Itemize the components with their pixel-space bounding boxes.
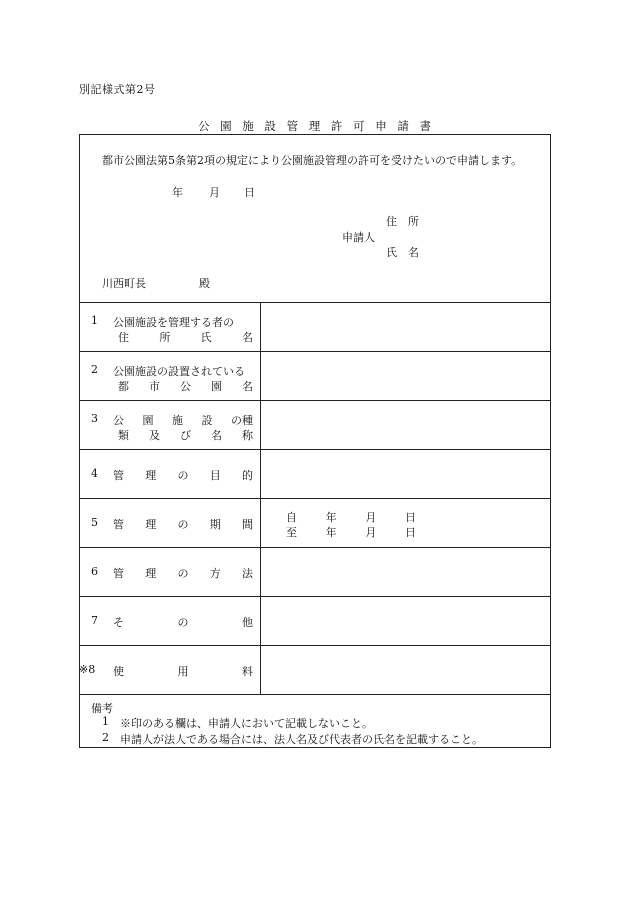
table-top-rule [80, 302, 550, 303]
recipient-title: 川西町長 [102, 277, 146, 290]
name-label: 氏 名 [386, 246, 419, 259]
date-year-label: 年 [172, 186, 183, 199]
row-divider [80, 547, 550, 548]
note-text: 申請人が法人である場合には、法人名及び代表者の氏名を記載すること。 [120, 733, 483, 746]
row-label: 使 用 料 [113, 665, 253, 678]
application-form [79, 134, 551, 748]
date-month-label: 月 [209, 186, 220, 199]
row-divider [80, 400, 550, 401]
row-label-line1: 公園施設の設置されている [113, 365, 245, 378]
row-divider [80, 498, 550, 499]
row-number: 4 [91, 467, 98, 480]
period-to: 至 年 月 日 [286, 526, 416, 539]
row-number: 3 [91, 412, 98, 425]
row-divider [80, 351, 550, 352]
address-label: 住 所 [386, 215, 419, 228]
note-number: 1 [102, 715, 109, 728]
note-number: 2 [102, 731, 109, 744]
row-number: 6 [91, 565, 98, 578]
recipient-honorific: 殿 [199, 277, 210, 290]
row-number: 7 [91, 614, 98, 627]
row-label-line1: 公 園 施 設 の種 [113, 414, 253, 427]
row-label-line2: 類 及 び 名 称 [118, 429, 253, 442]
table-bottom-rule [80, 694, 550, 695]
application-statement: 都市公園法第5条第2項の規定により公園施設管理の許可を受けたいので申請します。 [102, 154, 523, 167]
row-label-line1: 公園施設を管理する者の [113, 316, 234, 329]
document-title: 公 園 施 設 管 理 許 可 申 請 書 [197, 119, 433, 133]
date-day-label: 日 [244, 186, 255, 199]
row-label-line2: 住 所 氏 名 [118, 331, 253, 344]
notes-heading: 備考 [91, 702, 113, 715]
row-divider [80, 449, 550, 450]
row-number: ※8 [79, 663, 96, 676]
row-label: そ の 他 [113, 616, 253, 629]
row-label: 管 理 の 目 的 [113, 469, 253, 482]
form-number: 別記様式第2号 [79, 83, 156, 96]
note-text: ※印のある欄は、申請人において記載しないこと。 [120, 717, 373, 730]
row-number: 2 [91, 363, 98, 376]
row-divider [80, 596, 550, 597]
row-label-line2: 都 市 公 園 名 [118, 380, 253, 393]
period-from: 自 年 月 日 [286, 511, 416, 524]
applicant-label: 申請人 [342, 231, 375, 244]
row-number: 5 [91, 516, 98, 529]
row-label: 管 理 の 期 間 [113, 518, 253, 531]
row-label: 管 理 の 方 法 [113, 567, 253, 580]
row-number: 1 [91, 314, 98, 327]
row-divider [80, 645, 550, 646]
column-divider [260, 302, 261, 694]
